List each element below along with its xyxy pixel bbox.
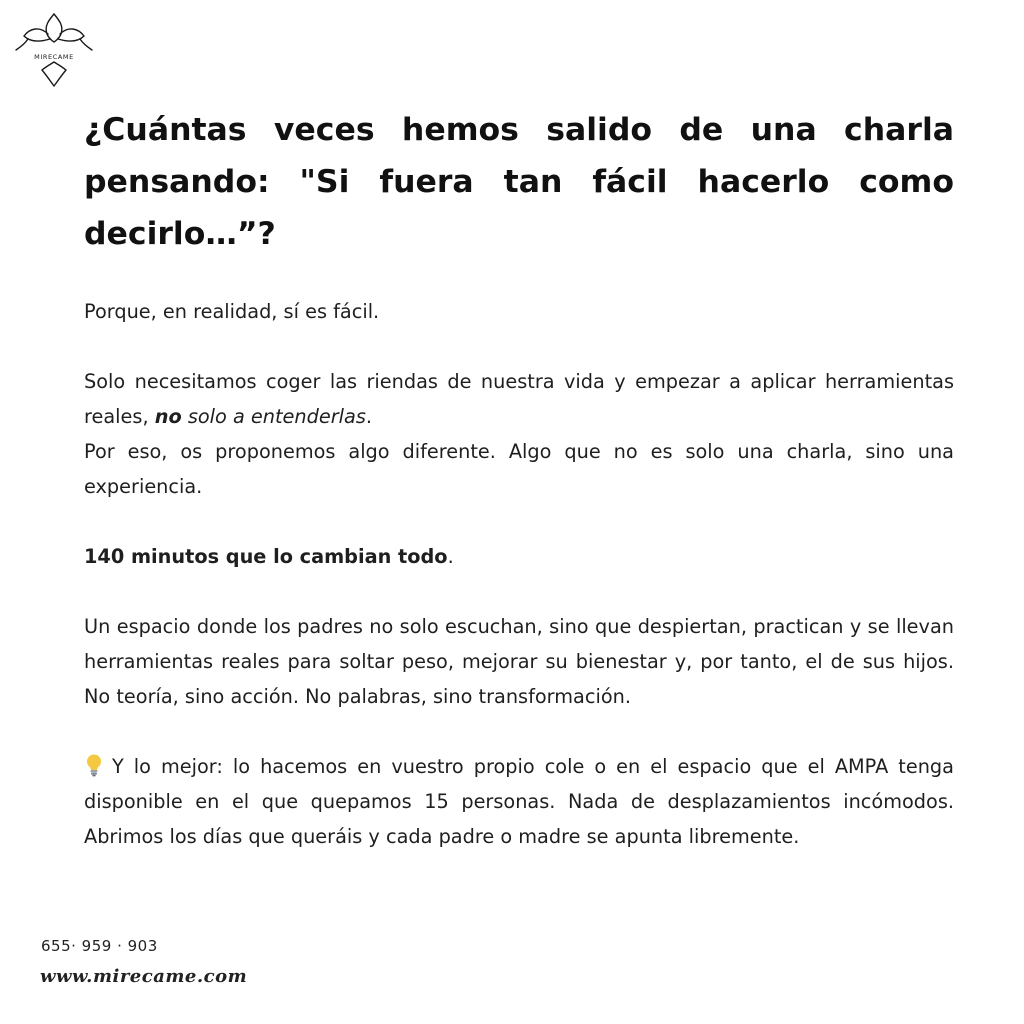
lotus-logo-icon (14, 12, 94, 92)
logo-text: MIRECAME (34, 53, 74, 61)
emphasis-no: no (154, 405, 182, 428)
minutes-end: . (447, 545, 454, 568)
emphasis-understand: solo a entenderlas (181, 405, 366, 428)
website-link[interactable]: www.mirecame.com (40, 966, 248, 987)
body-text (84, 294, 954, 854)
page-title: ¿Cuántas veces hemos salido de una charla pensando: "Si fuera tan fácil hacerlo como decirlo…”? (84, 112, 954, 252)
paragraph-location-text: Y lo mejor: lo hacemos en vuestro propio cole o en el espacio que el AMPA tenga disponible en el que quepamos 15 personas. Nada de desplazamientos incómodos. Abrimos los días que queráis y cada padre o madre se apunta libremente. (84, 755, 954, 848)
paragraph-minutes (84, 539, 954, 574)
paragraph-location (84, 749, 954, 854)
paragraph-gap (84, 504, 954, 539)
paragraph-tools (84, 364, 954, 434)
paragraph-gap (84, 714, 954, 749)
lightbulb-icon (84, 753, 104, 777)
brand-logo (14, 12, 94, 92)
paragraph-gap (84, 574, 954, 609)
minutes-highlight: 140 minutos que lo cambian todo (84, 545, 448, 568)
paragraph-space: Un espacio donde los padres no solo escuchan, sino que despiertan, practican y se llevan herramientas reales para soltar peso, mejorar su bienestar y, por tanto, el de sus hijos. No teoría, sino acción. No palabras, sino transformación. (84, 615, 954, 708)
paragraph-proposal: Por eso, os proponemos algo diferente. Algo que no es solo una charla, sino una experiencia. (84, 440, 954, 498)
phone-number: 655· 959 · 903 (41, 937, 158, 955)
paragraph-tools-end: . (365, 405, 373, 428)
paragraph-intro: Porque, en realidad, sí es fácil. (84, 300, 380, 323)
paragraph-tools-start: Solo necesitamos coger las riendas de nuestra vida y empezar a aplicar herramientas reales, (84, 370, 954, 428)
paragraph-gap (84, 329, 954, 364)
